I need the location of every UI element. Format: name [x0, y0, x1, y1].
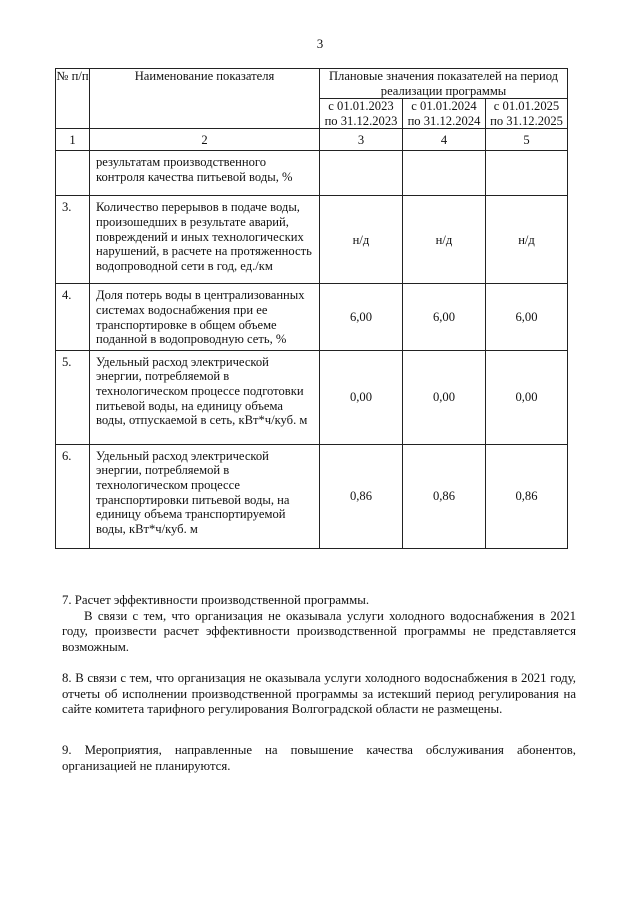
- section-9-text: 9. Мероприятия, направленные на повышение качества обслуживания абонентов, организацией не планируются.: [62, 743, 576, 773]
- row-value-2024: н/д: [403, 196, 486, 284]
- row-value-2025: н/д: [486, 196, 568, 284]
- section-7-text: В связи с тем, что организация не оказывала услуги холодного водоснабжения в 2021 году, произвести расчет эффективности производственной программы не представляется возможным.: [62, 608, 576, 654]
- header-row-number: № п/п: [56, 69, 90, 129]
- column-index: 2: [90, 129, 320, 151]
- page-number: 3: [316, 36, 324, 51]
- column-index: 3: [320, 129, 403, 151]
- row-value-2023: 6,00: [320, 284, 403, 350]
- row-number: 4.: [56, 284, 90, 350]
- column-index: 4: [403, 129, 486, 151]
- row-number: [56, 151, 90, 196]
- period-to: по 31.12.2023: [324, 113, 398, 128]
- table-row: [56, 151, 568, 196]
- row-indicator-name: Доля потерь воды в централизованных системах водоснабжения при ее транспортировке в общем объеме поданной в водопроводную сеть, %: [90, 284, 320, 350]
- row-value-2023: 0,86: [320, 444, 403, 548]
- row-value-2025: 6,00: [486, 284, 568, 350]
- table-header-row: [56, 69, 568, 99]
- column-index: 5: [486, 129, 568, 151]
- section-9: [62, 743, 576, 774]
- header-period-2023: [320, 99, 403, 129]
- period-from: с 01.01.2025: [493, 99, 560, 114]
- row-value-2023: н/д: [320, 196, 403, 284]
- period-to: по 31.12.2024: [407, 113, 481, 128]
- indicators-table: [55, 68, 568, 549]
- column-index: 1: [56, 129, 90, 151]
- row-value-2024: [403, 151, 486, 196]
- header-indicator-name: Наименование показателя: [90, 69, 320, 129]
- period-from: с 01.01.2023: [328, 99, 394, 114]
- table-row: [56, 284, 568, 350]
- section-7-title: 7. Расчет эффективности производственной программы.: [62, 593, 370, 607]
- row-value-2025: 0,00: [486, 350, 568, 444]
- row-value-2023: 0,00: [320, 350, 403, 444]
- row-indicator-name: Количество перерывов в подаче воды, произошедших в результате аварий, повреждений и иных технологических нарушений, в расчете на протяженность водопроводной сети в год, ед./км: [90, 196, 320, 284]
- row-value-2025: [486, 151, 568, 196]
- row-value-2024: 0,86: [403, 444, 486, 548]
- row-indicator-name: Удельный расход электрической энергии, потребляемой в технологическом процессе подготовки питьевой воды, на единицу объема воды, отпускаемой в сеть, кВт*ч/куб. м: [90, 350, 320, 444]
- row-value-2023: [320, 151, 403, 196]
- row-number: 3.: [56, 196, 90, 284]
- section-8-text: 8. В связи с тем, что организация не оказывала услуги холодного водоснабжения в 2021 году, отчеты об исполнении производственной программы за истекший период регулирования на сайте комитета тарифного регулирования Волгоградской области не размещены.: [62, 671, 576, 716]
- row-number: 6.: [56, 444, 90, 548]
- row-indicator-name: результатам производственного контроля качества питьевой воды, %: [90, 151, 320, 196]
- table-row: [56, 350, 568, 444]
- table-row: [56, 196, 568, 284]
- section-7: [62, 593, 576, 655]
- period-to: по 31.12.2025: [490, 113, 563, 128]
- row-number: 5.: [56, 350, 90, 444]
- row-indicator-name: Удельный расход электрической энергии, потребляемой в технологическом процессе транспортировки питьевой воды, на единицу объема транспортируемой воды, кВт*ч/куб. м: [90, 444, 320, 548]
- table-row: [56, 444, 568, 548]
- row-value-2024: 6,00: [403, 284, 486, 350]
- header-planned-values: Плановые значения показателей на период реализации программы: [320, 69, 568, 99]
- period-from: с 01.01.2024: [411, 99, 477, 114]
- header-period-2025: [486, 99, 568, 129]
- row-value-2025: 0,86: [486, 444, 568, 548]
- column-index-row: [56, 129, 568, 151]
- section-8: [62, 671, 576, 718]
- row-value-2024: 0,00: [403, 350, 486, 444]
- header-period-2024: [403, 99, 486, 129]
